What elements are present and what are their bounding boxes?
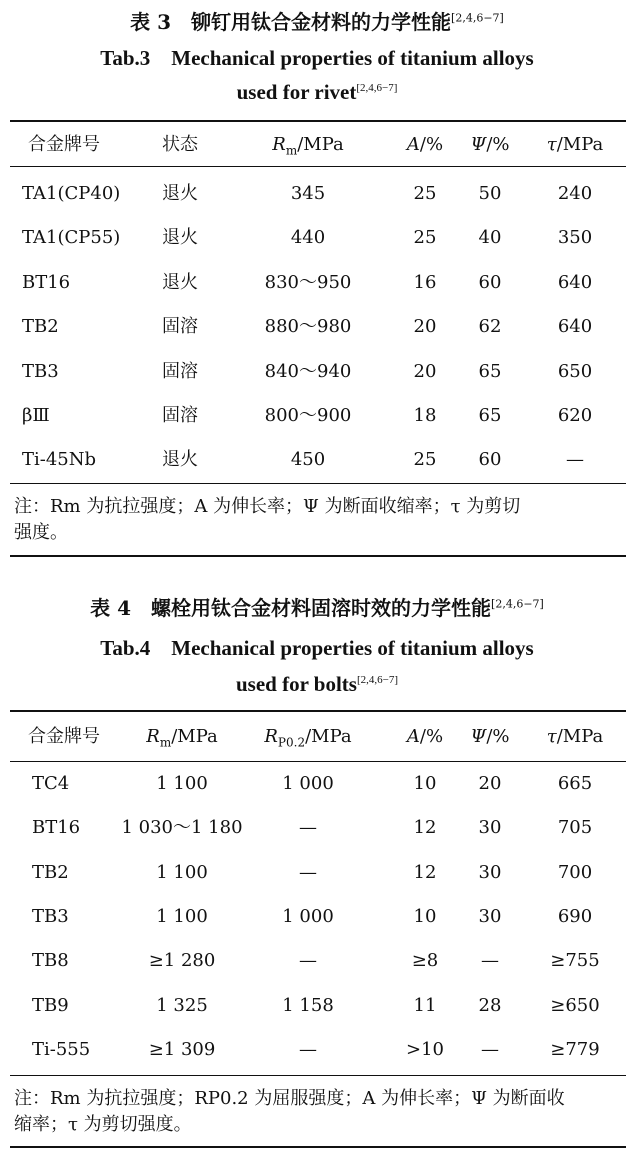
table3-cell: 25 [413, 449, 437, 471]
table3-cell: 620 [557, 405, 593, 426]
table3-cell: 18 [413, 405, 437, 426]
table3-cell: — [566, 449, 584, 471]
table3-cell: 25 [413, 183, 437, 204]
table4-header-alloy: 合金牌号 [28, 726, 100, 747]
table4-cell: TB8 [32, 950, 69, 972]
table3-header-a: A/% [406, 134, 444, 155]
table3-end-rule [10, 555, 626, 557]
table4-cell: 10 [413, 773, 437, 794]
table3-cell: 440 [290, 227, 326, 249]
table3-header-rm: $R_m$/MPa [272, 134, 344, 158]
table4-header-rp02: $R_{P0.2}$/MPa [264, 726, 352, 750]
table3-cell: TB3 [22, 360, 59, 382]
table3-cell: 16 [413, 271, 437, 293]
table3-cell: 65 [478, 360, 502, 382]
table4-cell: TB9 [32, 994, 69, 1016]
table3-note-line1: 注：Rm 为抗拉强度；A 为伸长率；Ψ 为断面收缩率；τ 为剪切 [14, 496, 521, 517]
table4-note-line2: 缩率；τ 为剪切强度。 [14, 1114, 192, 1135]
table4-en-title-line1: Tab.4 Mechanical properties of titanium alloys [100, 636, 534, 660]
table4-header-a: A/% [406, 726, 444, 747]
table3-cell: 25 [413, 227, 437, 249]
table3-cell: 880～980 [264, 316, 352, 338]
table4-cell: TC4 [32, 773, 70, 794]
table3-cell: 60 [478, 271, 502, 293]
table4-note [14, 1086, 624, 1138]
table4-cell: Ti-555 [32, 1038, 91, 1060]
table4-cell: TB3 [32, 905, 69, 927]
table3-header-tau: τ/MPa [546, 134, 604, 155]
table3-en-title-line1: Tab.3 Mechanical properties of titanium alloys [100, 46, 534, 70]
table4-cell: 12 [413, 817, 437, 839]
table3-cell: BT16 [22, 271, 71, 293]
table3-cell: 350 [557, 227, 593, 249]
table4-cell: 700 [557, 861, 593, 883]
table3-cell: 固溶 [162, 316, 198, 338]
table4-cell: — [299, 1038, 317, 1060]
table3-cell: 50 [478, 183, 502, 204]
table3-note [14, 494, 624, 546]
table4-cell: 1 325 [156, 994, 208, 1016]
table4-cell: 30 [478, 861, 502, 883]
table4-cell: 30 [478, 817, 502, 839]
table4-cell: ≥1 309 [148, 1038, 216, 1060]
table4-cell: 1 100 [156, 861, 208, 883]
table3-cell: 840～940 [264, 360, 352, 382]
table3-bottom-rule [10, 483, 626, 484]
table4-header-rule [10, 761, 626, 762]
table3-header-psi: Ψ/% [470, 134, 510, 155]
table3-cell: 退火 [162, 271, 198, 293]
table4-cell: 665 [557, 773, 593, 794]
table4-cell: 1 030～1 180 [121, 817, 243, 839]
table3-header-rule [10, 166, 626, 167]
table4-header-rm: $R_m$/MPa [146, 726, 218, 750]
table3-note-line2: 强度。 [14, 522, 68, 543]
table4-cell: 1 158 [282, 994, 334, 1016]
table3-en-title-line2: used for rivet[2,4,6−7] [236, 80, 398, 104]
table4-cell: ≥8 [411, 950, 439, 972]
table4-cell: ≥779 [550, 1038, 600, 1060]
table3-cell: 20 [413, 360, 437, 382]
table3-cell: 650 [557, 360, 593, 382]
table4-cell: 690 [557, 905, 593, 927]
table3-cell: Ti-45Nb [22, 449, 97, 471]
table3-header-alloy: 合金牌号 [28, 134, 100, 155]
table4-cell: >10 [406, 1038, 444, 1060]
table4-cell: 1 100 [156, 773, 208, 794]
table4-bottom-rule [10, 1075, 626, 1076]
table4-cell: — [299, 950, 317, 972]
table4-cell: — [481, 950, 499, 972]
table3-cell: TA1(CP40) [22, 183, 121, 204]
table4-cell: 1 100 [156, 905, 208, 927]
table4-end-rule [10, 1146, 626, 1148]
table3-cell: 60 [478, 449, 502, 471]
table3-cell: 450 [290, 449, 326, 471]
table3-cell: 退火 [162, 183, 198, 204]
table4-cell: ≥1 280 [148, 950, 216, 972]
table3-cell: 固溶 [162, 360, 198, 382]
table4-cell: 20 [478, 773, 502, 794]
table4-cell: 10 [413, 905, 437, 927]
table4-header-tau: τ/MPa [546, 726, 604, 747]
table4-cell: 28 [478, 994, 502, 1016]
table3-cell: 40 [478, 227, 502, 249]
table3-cell: TB2 [22, 316, 59, 338]
table4-cell: 11 [413, 994, 437, 1016]
table4-cell: — [299, 861, 317, 883]
table3-cell: 固溶 [162, 405, 198, 426]
table4-note-line1: 注：Rm 为抗拉强度；RP0.2 为屈服强度；A 为伸长率；Ψ 为断面收 [14, 1088, 565, 1109]
table3-cell: 退火 [162, 449, 198, 471]
table3-cell: 退火 [162, 227, 198, 249]
table3-cell: 62 [478, 316, 502, 338]
table3-cell: 240 [557, 183, 593, 204]
table4-cell: BT16 [32, 817, 81, 839]
table4-cell: TB2 [32, 861, 69, 883]
table4-cell: 705 [557, 817, 593, 839]
table4-cell: 1 000 [282, 905, 334, 927]
table3-cell: 800～900 [264, 405, 352, 426]
table3-cell: 20 [413, 316, 437, 338]
table4-top-rule [10, 710, 626, 712]
table4-cell: — [481, 1038, 499, 1060]
table4-en-title-line2: used for bolts[2,4,6−7] [236, 672, 398, 696]
table4-header-psi: Ψ/% [470, 726, 510, 747]
table4-cell: 1 000 [282, 773, 334, 794]
table3-cell: TA1(CP55) [22, 227, 121, 249]
table3-cell: 345 [290, 183, 326, 204]
table4-cell: ≥755 [550, 950, 600, 972]
table3-top-rule [10, 120, 626, 122]
table4-cn-title: 表 4 螺栓用钛合金材料固溶时效的力学性能[2,4,6−7] [90, 596, 544, 620]
table3-cn-title: 表 3 铆钉用钛合金材料的力学性能[2,4,6−7] [130, 10, 504, 34]
table3-cell: 640 [557, 316, 593, 338]
table4-cell: 30 [478, 905, 502, 927]
table4-cell: — [299, 817, 317, 839]
table4-cell: 12 [413, 861, 437, 883]
table3-cell: βⅢ [22, 405, 50, 426]
table3-cell: 65 [478, 405, 502, 426]
table3-cell: 830～950 [264, 271, 352, 293]
table3-cell: 640 [557, 271, 593, 293]
table3-header-state: 状态 [162, 134, 198, 155]
table4-cell: ≥650 [550, 994, 600, 1016]
